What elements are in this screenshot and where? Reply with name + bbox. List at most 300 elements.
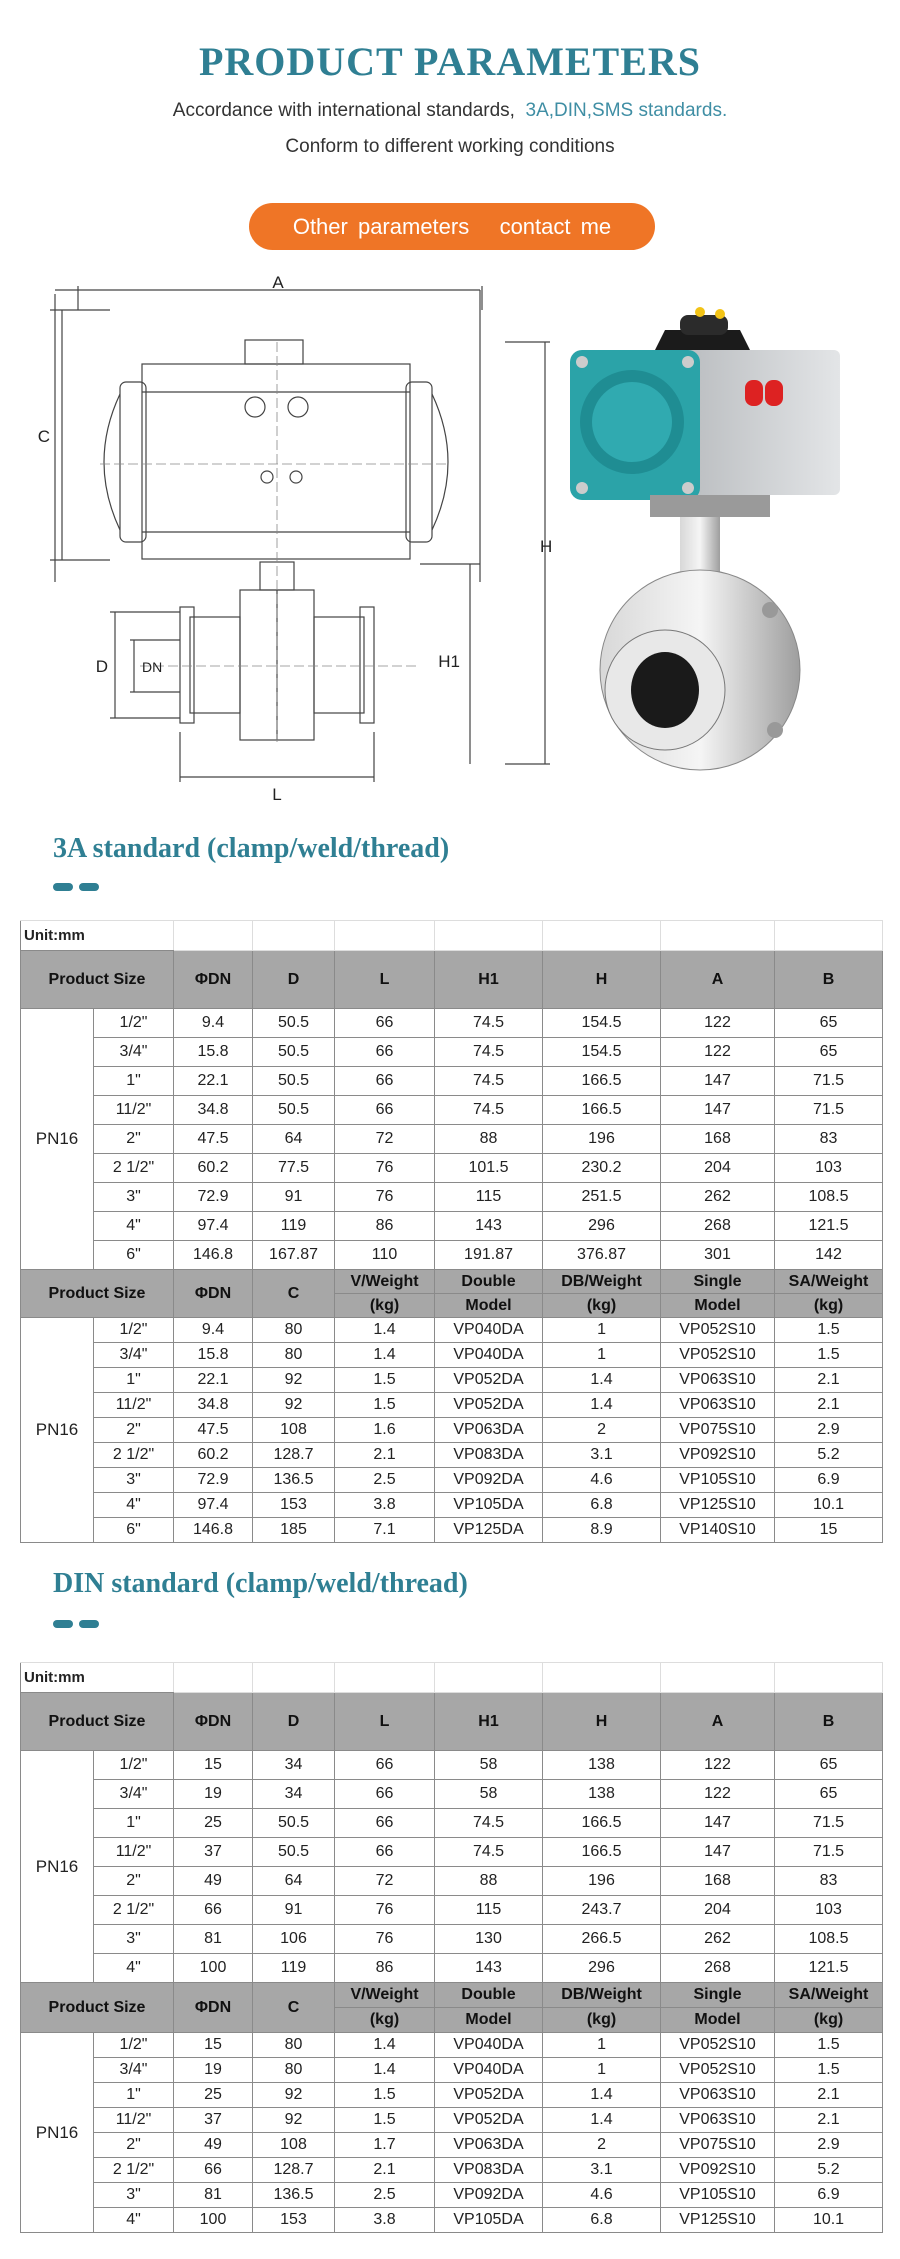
table-cell: 2 1/2" [94, 1896, 174, 1925]
table-cell: VP125DA [435, 1518, 543, 1543]
table-3a [20, 920, 883, 1543]
table-cell: 4" [94, 1493, 174, 1518]
table-cell: 3/4" [94, 1038, 174, 1067]
table-cell: 76 [335, 1154, 435, 1183]
table-row [21, 1780, 883, 1809]
table-cell: VP092DA [435, 2183, 543, 2208]
table-cell: VP125S10 [661, 1493, 775, 1518]
table-cell: 34 [253, 1780, 335, 1809]
table-cell: VP063DA [435, 2133, 543, 2158]
table-cell: 100 [174, 1954, 253, 1983]
table-cell: 1.4 [335, 1343, 435, 1368]
table-cell: 1 [543, 1318, 661, 1343]
table-cell: 128.7 [253, 2158, 335, 2183]
table-cell: 143 [435, 1212, 543, 1241]
table-cell: 146.8 [174, 1518, 253, 1543]
table-row [21, 2058, 883, 2083]
label-dn: DN [142, 659, 163, 675]
table-cell: 6.8 [543, 1493, 661, 1518]
column-header: Product Size [21, 1983, 174, 2033]
table-cell: VP105S10 [661, 2183, 775, 2208]
table-cell: 204 [661, 1154, 775, 1183]
table-cell: 6.8 [543, 2208, 661, 2233]
table-cell: VP075S10 [661, 1418, 775, 1443]
table-cell: 1.6 [335, 1418, 435, 1443]
table-cell: 66 [335, 1009, 435, 1038]
table-cell: 7.1 [335, 1518, 435, 1543]
table-cell: 80 [253, 2058, 335, 2083]
table-cell: 196 [543, 1125, 661, 1154]
table-cell: 92 [253, 2083, 335, 2108]
table-cell: 1.5 [335, 2108, 435, 2133]
table-cell: 147 [661, 1067, 775, 1096]
table-cell: 1/2" [94, 1318, 174, 1343]
table-row [21, 2083, 883, 2108]
column-header: Product Size [21, 951, 174, 1009]
table-cell: 3" [94, 1183, 174, 1212]
column-header: Double [435, 1270, 543, 1294]
table-cell: 110 [335, 1241, 435, 1270]
table-cell: 74.5 [435, 1838, 543, 1867]
subtitle-prefix: Accordance with international standards, [172, 100, 515, 121]
subtitle-line-2: Conform to different working conditions [285, 136, 615, 157]
table-cell: VP052DA [435, 1368, 543, 1393]
table-cell: 91 [253, 1896, 335, 1925]
table-row [21, 2183, 883, 2208]
table-cell: 22.1 [174, 1368, 253, 1393]
table-cell: 1 [543, 2033, 661, 2058]
table-cell: 6" [94, 1241, 174, 1270]
table-cell: 65 [775, 1009, 883, 1038]
empty-cell [661, 921, 775, 951]
column-header: A [661, 951, 775, 1009]
table-cell: VP092S10 [661, 1443, 775, 1468]
table-cell: 50.5 [253, 1096, 335, 1125]
table-cell: 66 [335, 1780, 435, 1809]
table-cell: 71.5 [775, 1809, 883, 1838]
table-cell: 47.5 [174, 1125, 253, 1154]
column-header: ΦDN [174, 1693, 253, 1751]
table-cell: VP052S10 [661, 2058, 775, 2083]
table-cell: VP140S10 [661, 1518, 775, 1543]
table-cell: 66 [335, 1751, 435, 1780]
table-cell: 11/2" [94, 1393, 174, 1418]
table-cell: 138 [543, 1751, 661, 1780]
table-cell: 108.5 [775, 1925, 883, 1954]
table-cell: 119 [253, 1212, 335, 1241]
table-row [21, 1096, 883, 1125]
table-cell: 5.2 [775, 2158, 883, 2183]
model-header-row [21, 1983, 883, 2008]
table-cell: 1.5 [775, 2058, 883, 2083]
table-cell: 115 [435, 1896, 543, 1925]
table-cell: 1.4 [335, 2033, 435, 2058]
table-row [21, 1009, 883, 1038]
table-cell: 128.7 [253, 1443, 335, 1468]
label-h1: H1 [438, 652, 460, 671]
label-a: A [272, 273, 284, 292]
table-row [21, 1925, 883, 1954]
table-cell: 2.5 [335, 2183, 435, 2208]
table-cell: 66 [174, 1896, 253, 1925]
table-cell: 2.1 [335, 1443, 435, 1468]
table-cell: 58 [435, 1780, 543, 1809]
table-cell: VP092DA [435, 1468, 543, 1493]
table-cell: 262 [661, 1183, 775, 1212]
table-row [21, 2208, 883, 2233]
table-cell: 166.5 [543, 1096, 661, 1125]
pressure-class: PN16 [21, 1009, 94, 1270]
table-cell: 86 [335, 1212, 435, 1241]
table-cell: 3.1 [543, 1443, 661, 1468]
table-cell: 4.6 [543, 1468, 661, 1493]
column-header: A [661, 1693, 775, 1751]
table-cell: 91 [253, 1183, 335, 1212]
table-cell: 47.5 [174, 1418, 253, 1443]
table-din [20, 1662, 883, 2233]
table-cell: VP063S10 [661, 1368, 775, 1393]
table-cell: 2 1/2" [94, 2158, 174, 2183]
table-cell: 83 [775, 1867, 883, 1896]
table-cell: 1" [94, 1809, 174, 1838]
page-title: PRODUCT PARAMETERS [198, 39, 702, 84]
table-cell: 3/4" [94, 1780, 174, 1809]
table-cell: 121.5 [775, 1954, 883, 1983]
table-cell: 2.1 [775, 2083, 883, 2108]
column-header: Single [661, 1270, 775, 1294]
unit-row [21, 1663, 883, 1693]
table-cell: 2 1/2" [94, 1154, 174, 1183]
column-header: Single [661, 1983, 775, 2008]
table-cell: 122 [661, 1038, 775, 1067]
table-cell: 34.8 [174, 1096, 253, 1125]
table-cell: 122 [661, 1009, 775, 1038]
table-cell: 1.4 [543, 1368, 661, 1393]
table-cell: VP040DA [435, 1343, 543, 1368]
column-header: Product Size [21, 1693, 174, 1751]
table-cell: VP052S10 [661, 1318, 775, 1343]
table-cell: 3/4" [94, 2058, 174, 2083]
table-cell: 8.9 [543, 1518, 661, 1543]
table-cell: 19 [174, 2058, 253, 2083]
table-cell: 15 [174, 2033, 253, 2058]
table-cell: 50.5 [253, 1009, 335, 1038]
contact-me-button[interactable]: Other parameters contact me [249, 203, 655, 250]
table-cell: VP083DA [435, 2158, 543, 2183]
unit-row [21, 921, 883, 951]
table-row [21, 1393, 883, 1418]
table-cell: 15.8 [174, 1343, 253, 1368]
table-cell: 11/2" [94, 1096, 174, 1125]
table-cell: 60.2 [174, 1154, 253, 1183]
table-cell: 101.5 [435, 1154, 543, 1183]
table-cell: 1.5 [335, 1393, 435, 1418]
table-cell: 138 [543, 1780, 661, 1809]
table-row [21, 1368, 883, 1393]
column-header: L [335, 951, 435, 1009]
table-cell: 4" [94, 2208, 174, 2233]
table-cell: 2.1 [775, 1393, 883, 1418]
table-cell: 1.4 [543, 2108, 661, 2133]
column-header: D [253, 1693, 335, 1751]
table-cell: 115 [435, 1183, 543, 1212]
table-row [21, 1318, 883, 1343]
table-row [21, 1954, 883, 1983]
section-title-3a: 3A standard (clamp/weld/thread) [53, 833, 450, 864]
table-cell: 92 [253, 1393, 335, 1418]
table-cell: 2.1 [775, 2108, 883, 2133]
table-cell: 65 [775, 1038, 883, 1067]
table-row [21, 1838, 883, 1867]
column-header: D [253, 951, 335, 1009]
label-h: H [540, 537, 553, 556]
table-cell: 2" [94, 1418, 174, 1443]
label-d: D [95, 657, 108, 676]
table-cell: 147 [661, 1809, 775, 1838]
column-header: DB/Weight [543, 1270, 661, 1294]
table-cell: VP040DA [435, 1318, 543, 1343]
column-subheader: (kg) [335, 1294, 435, 1318]
unit-label: Unit:mm [21, 921, 174, 951]
table-cell: 1/2" [94, 1751, 174, 1780]
table-cell: 92 [253, 1368, 335, 1393]
section-title-din: DIN standard (clamp/weld/thread) [53, 1568, 468, 1599]
column-header: H1 [435, 951, 543, 1009]
table-cell: 262 [661, 1925, 775, 1954]
table-cell: 154.5 [543, 1038, 661, 1067]
table-row [21, 1125, 883, 1154]
table-cell: 103 [775, 1154, 883, 1183]
table-cell: 76 [335, 1183, 435, 1212]
table-row [21, 1418, 883, 1443]
column-header: H [543, 1693, 661, 1751]
unit-label: Unit:mm [21, 1663, 174, 1693]
table-row [21, 1038, 883, 1067]
table-row [21, 2158, 883, 2183]
table-cell: 49 [174, 1867, 253, 1896]
table-cell: 108 [253, 1418, 335, 1443]
table-cell: 65 [775, 1780, 883, 1809]
table-cell: 147 [661, 1096, 775, 1125]
table-row [21, 1241, 883, 1270]
label-c: C [37, 427, 50, 446]
table-cell: 376.87 [543, 1241, 661, 1270]
table-cell: 34.8 [174, 1393, 253, 1418]
empty-cell [253, 1663, 335, 1693]
column-header: Product Size [21, 1270, 174, 1318]
table-row [21, 1867, 883, 1896]
section-divider-3a [53, 883, 123, 892]
table-cell: 86 [335, 1954, 435, 1983]
empty-cell [775, 1663, 883, 1693]
table-cell: VP052DA [435, 2083, 543, 2108]
table-cell: 1 [543, 2058, 661, 2083]
table-cell: 15.8 [174, 1038, 253, 1067]
table-cell: 268 [661, 1212, 775, 1241]
table-cell: 74.5 [435, 1067, 543, 1096]
column-header: H [543, 951, 661, 1009]
table-cell: VP063S10 [661, 2108, 775, 2133]
table-cell: VP052S10 [661, 2033, 775, 2058]
subtitle-line-1 [0, 100, 900, 122]
table-cell: 230.2 [543, 1154, 661, 1183]
table-cell: 103 [775, 1896, 883, 1925]
table-cell: 1.4 [335, 1318, 435, 1343]
table-row [21, 1343, 883, 1368]
table-cell: VP083DA [435, 1443, 543, 1468]
table-row [21, 2108, 883, 2133]
table-cell: 65 [775, 1751, 883, 1780]
table-row [21, 1154, 883, 1183]
table-cell: 77.5 [253, 1154, 335, 1183]
table-cell: 80 [253, 1318, 335, 1343]
table-cell: 71.5 [775, 1096, 883, 1125]
table-row [21, 1067, 883, 1096]
column-subheader: Model [661, 1294, 775, 1318]
table-cell: 74.5 [435, 1009, 543, 1038]
table-cell: 1" [94, 1067, 174, 1096]
table-cell: 49 [174, 2133, 253, 2158]
table-cell: 1.5 [335, 1368, 435, 1393]
table-cell: 166.5 [543, 1067, 661, 1096]
column-header: B [775, 1693, 883, 1751]
table-cell: 76 [335, 1925, 435, 1954]
table-cell: 9.4 [174, 1009, 253, 1038]
table-cell: 83 [775, 1125, 883, 1154]
table-cell: 106 [253, 1925, 335, 1954]
column-header: SA/Weight [775, 1983, 883, 2008]
table-cell: 2" [94, 1867, 174, 1896]
table-cell: 3" [94, 1925, 174, 1954]
label-l: L [272, 785, 282, 804]
table-cell: 143 [435, 1954, 543, 1983]
table-cell: 76 [335, 1896, 435, 1925]
pressure-class: PN16 [21, 1318, 94, 1543]
table-cell: VP052S10 [661, 1343, 775, 1368]
section-divider-din [53, 1620, 123, 1629]
table-cell: 3.8 [335, 1493, 435, 1518]
empty-cell [661, 1663, 775, 1693]
table-cell: 15 [775, 1518, 883, 1543]
table-cell: 64 [253, 1125, 335, 1154]
table-cell: 168 [661, 1867, 775, 1896]
table-cell: 2 1/2" [94, 1443, 174, 1468]
table-cell: 11/2" [94, 2108, 174, 2133]
column-subheader: Model [661, 2008, 775, 2033]
table-cell: VP052DA [435, 2108, 543, 2133]
table-cell: 64 [253, 1867, 335, 1896]
column-subheader: Model [435, 1294, 543, 1318]
empty-cell [435, 921, 543, 951]
table-cell: 2.1 [775, 1368, 883, 1393]
table-cell: 72.9 [174, 1468, 253, 1493]
table-cell: 136.5 [253, 2183, 335, 2208]
table-cell: 6" [94, 1518, 174, 1543]
table-cell: VP063S10 [661, 1393, 775, 1418]
pressure-class: PN16 [21, 2033, 94, 2233]
table-cell: 66 [335, 1838, 435, 1867]
table-cell: 74.5 [435, 1809, 543, 1838]
empty-cell [435, 1663, 543, 1693]
table-cell: 1 [543, 1343, 661, 1368]
table-cell: 1/2" [94, 2033, 174, 2058]
table-cell: 1.5 [335, 2083, 435, 2108]
table-cell: 301 [661, 1241, 775, 1270]
table-cell: 25 [174, 1809, 253, 1838]
table-cell: 66 [335, 1096, 435, 1125]
table-cell: 121.5 [775, 1212, 883, 1241]
table-cell: VP105DA [435, 1493, 543, 1518]
table-cell: 3" [94, 1468, 174, 1493]
table-cell: 1.7 [335, 2133, 435, 2158]
table-cell: 4" [94, 1212, 174, 1241]
column-subheader: (kg) [543, 2008, 661, 2033]
column-subheader: (kg) [775, 1294, 883, 1318]
table-cell: 22.1 [174, 1067, 253, 1096]
table-cell: 50.5 [253, 1067, 335, 1096]
column-header: Double [435, 1983, 543, 2008]
table-cell: VP092S10 [661, 2158, 775, 2183]
table-row [21, 1468, 883, 1493]
table-cell: 10.1 [775, 1493, 883, 1518]
table-cell: 153 [253, 1493, 335, 1518]
table-cell: 60.2 [174, 1443, 253, 1468]
table-cell: 3" [94, 2183, 174, 2208]
column-header: H1 [435, 1693, 543, 1751]
table-cell: 1.4 [335, 2058, 435, 2083]
empty-cell [543, 921, 661, 951]
table-cell: 66 [335, 1038, 435, 1067]
table-cell: 185 [253, 1518, 335, 1543]
table-cell: 251.5 [543, 1183, 661, 1212]
table-cell: 108 [253, 2133, 335, 2158]
table-cell: 3/4" [94, 1343, 174, 1368]
table-cell: 50.5 [253, 1809, 335, 1838]
table-row [21, 2033, 883, 2058]
table-cell: 122 [661, 1780, 775, 1809]
valve-dimension-drawing [37, 273, 570, 812]
column-header: DB/Weight [543, 1983, 661, 2008]
table-cell: 19 [174, 1780, 253, 1809]
table-cell: 74.5 [435, 1096, 543, 1125]
table-cell: 9.4 [174, 1318, 253, 1343]
table-cell: 2.1 [335, 2158, 435, 2183]
table-cell: 142 [775, 1241, 883, 1270]
column-header: ΦDN [174, 951, 253, 1009]
table-cell: 74.5 [435, 1038, 543, 1067]
dims-header-row [21, 1693, 883, 1751]
column-header: ΦDN [174, 1983, 253, 2033]
table-cell: 191.87 [435, 1241, 543, 1270]
table-cell: 66 [335, 1809, 435, 1838]
table-cell: 81 [174, 2183, 253, 2208]
empty-cell [174, 921, 253, 951]
column-header: C [253, 1983, 335, 2033]
table-cell: 268 [661, 1954, 775, 1983]
table-cell: VP063DA [435, 1418, 543, 1443]
table-cell: VP075S10 [661, 2133, 775, 2158]
table-cell: 167.87 [253, 1241, 335, 1270]
table-cell: 50.5 [253, 1838, 335, 1867]
table-cell: 1.5 [775, 1343, 883, 1368]
table-cell: 6.9 [775, 1468, 883, 1493]
column-header: B [775, 951, 883, 1009]
column-header: V/Weight [335, 1270, 435, 1294]
table-cell: 147 [661, 1838, 775, 1867]
table-cell: 71.5 [775, 1067, 883, 1096]
column-subheader: Model [435, 2008, 543, 2033]
table-cell: VP040DA [435, 2033, 543, 2058]
